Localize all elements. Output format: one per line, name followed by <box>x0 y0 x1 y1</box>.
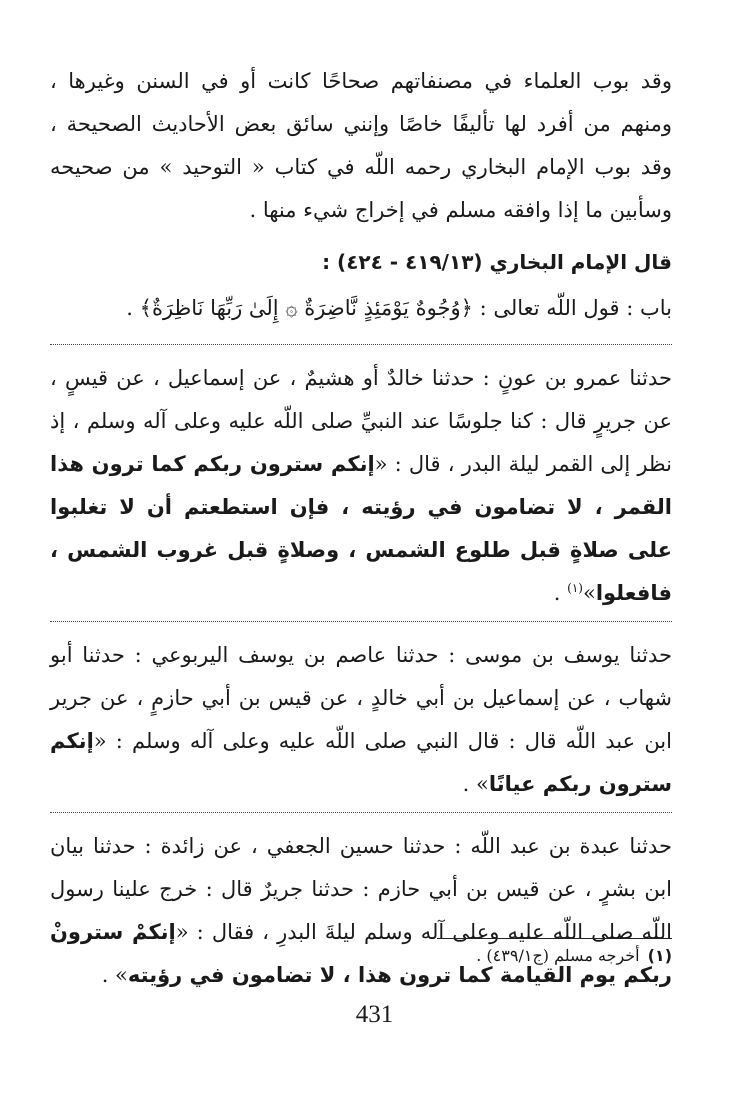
footnote-reference[interactable]: (١) <box>567 581 583 595</box>
page-body <box>50 60 672 1060</box>
hadith-paragraph-1 <box>50 357 672 615</box>
hadith-1-isnad: حدثنا عمرو بن عونٍ : حدثنا خالدٌ أو هشيمٌ ، عن إسماعيل ، عن قيسٍ ، عن جريرٍ قال : كنا جلوسًا عند النبيِّ صلى اللّه عليه وعلى آله وسلم ، إذ نظر إلى القمر ليلة البدر ، قال : « <box>50 366 672 476</box>
hadith-2-matn: إنكم سترون ربكم عيانًا <box>50 729 672 796</box>
hadith-1-close-quote: » <box>582 581 596 605</box>
section-divider <box>50 344 672 345</box>
quran-verse: ﴿وُجُوهٌ يَوْمَئِذٍ نَّاضِرَةٌ ۞ إِلَىٰ رَبِّهَا نَاظِرَةٌ﴾ <box>139 296 473 320</box>
hadith-2-end: » . <box>462 772 489 796</box>
chapter-prefix: باب : قول اللّه تعالى : <box>479 296 672 320</box>
hadith-1-matn: إنكم سترون ربكم كما ترون هذا القمر ، لا تضامون في رؤيته ، فإن استطعتم أن لا تغلبوا على صلاةٍ قبل طلوع الشمس ، وصلاةٍ قبل غروب الشمس ، فافعلوا <box>50 452 672 605</box>
footnote <box>476 944 672 968</box>
section-divider <box>50 812 672 813</box>
page-number: 431 <box>355 1001 394 1028</box>
chapter-title <box>50 286 672 338</box>
hadith-paragraph-3 <box>50 825 672 997</box>
footnote-text: أخرجه مسلم (ج٤٣٩/١) . <box>476 946 640 965</box>
section-divider <box>50 621 672 622</box>
footnote-rule <box>437 938 672 939</box>
hadith-3-matn: إنكمْ سترونْ ربكم يوم القيامة كما ترون هذا ، لا تضامون في رؤيته <box>50 920 672 987</box>
hadith-3-end: » . <box>101 963 128 987</box>
hadith-2-isnad: حدثنا يوسف بن موسى : حدثنا عاصم بن يوسف اليربوعي : حدثنا أبو شهاب ، عن إسماعيل بن أبي خالدٍ ، عن قيس بن أبي حازمٍ ، عن جرير ابن عبد اللّه قال : قال النبي صلى اللّه عليه وعلى آله وسلم : « <box>50 643 672 753</box>
intro-paragraph: وقد بوب العلماء في مصنفاتهم صحاحًا كانت أو في السنن وغيرها ، ومنهم من أفرد لها تأليفًا خاصًا وإنني سائق بعض الأحاديث الصحيحة ، وقد بوب الإمام البخاري رحمه اللّه في كتاب « التوحيد » من صحيحه وسأبين ما إذا وافقه مسلم في إخراج شيء منها . <box>50 69 672 222</box>
footnote-number: (١) <box>647 946 672 965</box>
hadith-paragraph-2 <box>50 634 672 806</box>
hadith-1-end: . <box>553 581 568 605</box>
hadith-3-isnad: حدثنا عبدة بن عبد اللّه : حدثنا حسين الجعفي ، عن زائدة : حدثنا بيان ابن بشرٍ ، عن قيس بن أبي حازم : حدثنا جريرٌ قال : خرج علينا رسول اللّه صلى اللّه عليه وعلى آله وسلم ليلةَ البدرِ ، فقال : « <box>50 834 672 944</box>
section-heading: قال الإمام البخاري (٤١٩/١٣ - ٤٢٤) : <box>322 250 672 274</box>
chapter-suffix: . <box>126 296 133 320</box>
